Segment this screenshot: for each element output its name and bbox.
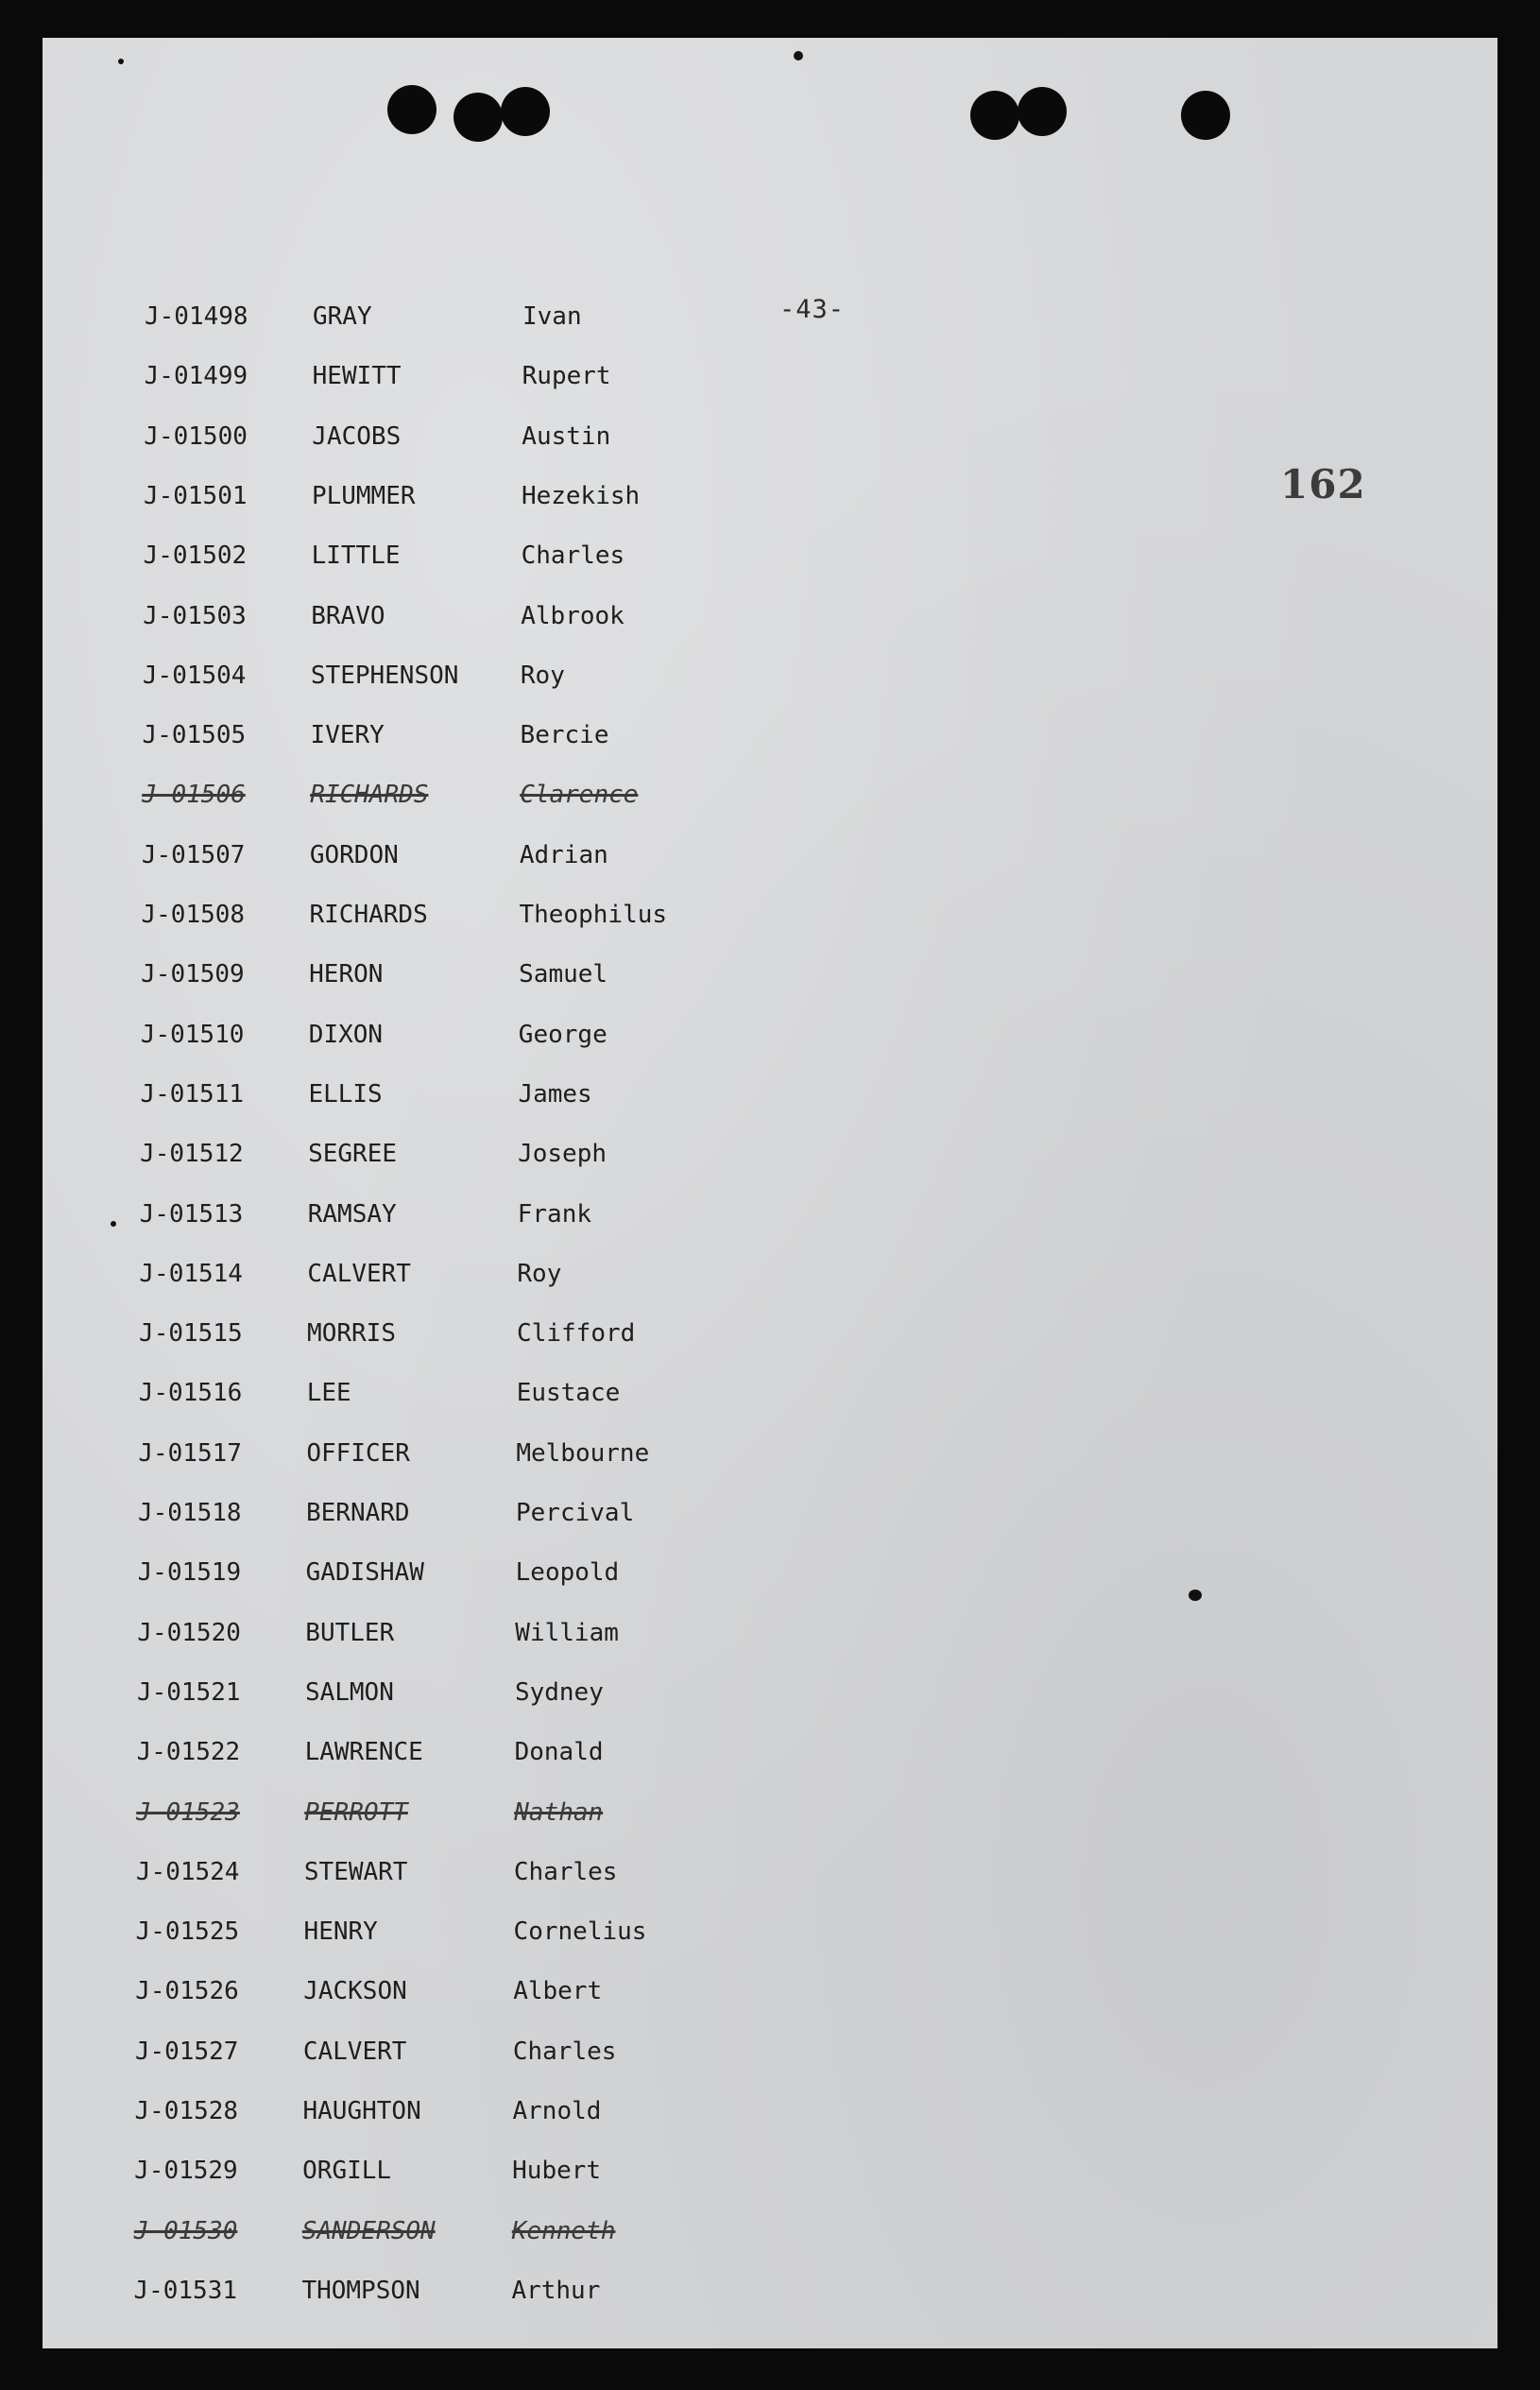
record-id: J-01514 — [139, 1259, 243, 1288]
record-surname: BUTLER — [305, 1618, 395, 1647]
record-given-name: Donald — [514, 1738, 604, 1767]
record-id: J-01519 — [137, 1558, 242, 1588]
record-id: J-01523 — [136, 1797, 240, 1827]
record-id: J-01508 — [141, 901, 246, 929]
record-given-name: Albrook — [521, 601, 625, 630]
record-surname: BERNARD — [306, 1499, 410, 1527]
record-given-name: Frank — [517, 1199, 592, 1229]
record-given-name: Nathan — [514, 1797, 604, 1827]
record-given-name: Samuel — [519, 960, 608, 989]
record-id: J-01516 — [138, 1379, 243, 1408]
record-surname: ORGILL — [302, 2157, 392, 2186]
record-given-name: Percival — [516, 1499, 635, 1527]
record-surname: ELLIS — [308, 1079, 383, 1109]
record-surname: PERROTT — [304, 1797, 408, 1827]
record-surname: OFFICER — [306, 1438, 410, 1468]
record-id: J-01529 — [134, 2157, 238, 2186]
record-surname: CALVERT — [307, 1259, 411, 1288]
record-given-name: Rupert — [522, 362, 611, 391]
record-surname: CALVERT — [302, 2037, 407, 2066]
record-given-name: Arnold — [512, 2097, 602, 2125]
record-given-name: Ivan — [522, 302, 582, 331]
record-surname: JACKSON — [303, 1977, 407, 2006]
document-page — [43, 38, 1497, 2348]
record-surname: SEGREE — [308, 1140, 398, 1169]
record-given-name: Adrian — [519, 840, 608, 869]
record-given-name: Eustace — [516, 1379, 621, 1408]
record-id: J-01498 — [145, 302, 248, 331]
record-id: J-01513 — [139, 1199, 244, 1229]
record-surname: MORRIS — [307, 1319, 396, 1349]
record-surname: LEE — [306, 1379, 351, 1408]
record-given-name: Kenneth — [511, 2216, 616, 2245]
record-given-name: Leopold — [515, 1558, 620, 1588]
stamp-number: 162 — [1280, 461, 1366, 507]
record-id: J-01501 — [143, 481, 248, 510]
record-given-name: Cornelius — [513, 1917, 647, 1947]
record-surname: HENRY — [303, 1917, 378, 1947]
record-given-name: Clifford — [517, 1319, 636, 1349]
record-id: J-01517 — [138, 1438, 242, 1468]
record-surname: SANDERSON — [301, 2216, 436, 2245]
record-id: J-01511 — [140, 1079, 245, 1109]
record-id: J-01526 — [135, 1977, 239, 2006]
record-id: J-01524 — [135, 1857, 240, 1886]
record-id: J-01527 — [134, 2037, 239, 2066]
record-id: J-01522 — [136, 1738, 241, 1767]
record-given-name: Charles — [512, 2037, 617, 2066]
record-surname: GORDON — [309, 840, 399, 869]
records-list — [43, 38, 1497, 2348]
record-given-name: Hubert — [512, 2157, 602, 2186]
record-given-name: Hezekish — [521, 481, 641, 510]
record-given-name: Charles — [513, 1857, 618, 1886]
record-surname: PLUMMER — [311, 481, 416, 510]
record-surname: IVERY — [310, 721, 385, 750]
record-surname: RICHARDS — [310, 781, 429, 810]
record-id: J-01510 — [140, 1020, 245, 1049]
record-surname: THOMPSON — [301, 2276, 420, 2305]
record-id: J-01520 — [137, 1618, 241, 1647]
record-given-name: Joseph — [518, 1140, 607, 1169]
record-id: J-01525 — [135, 1917, 240, 1947]
record-id: J-01499 — [144, 362, 248, 391]
record-given-name: Roy — [520, 661, 565, 690]
record-id: J-01502 — [143, 542, 248, 571]
record-surname: STEPHENSON — [310, 661, 459, 690]
record-surname: RICHARDS — [309, 901, 428, 929]
record-surname: LITTLE — [311, 542, 401, 571]
record-id: J-01521 — [136, 1677, 241, 1707]
record-surname: HEWITT — [312, 362, 402, 391]
record-given-name: Theophilus — [519, 901, 668, 929]
record-surname: HAUGHTON — [302, 2097, 421, 2125]
record-given-name: Bercie — [520, 721, 609, 750]
record-surname: DIXON — [308, 1020, 384, 1049]
record-given-name: George — [518, 1020, 607, 1049]
record-surname: HERON — [309, 960, 384, 989]
record-id: J-01530 — [133, 2216, 238, 2245]
record-id: J-01518 — [138, 1499, 242, 1527]
record-id: J-01531 — [133, 2276, 238, 2305]
record-given-name: Melbourne — [516, 1438, 650, 1468]
record-given-name: Albert — [513, 1977, 603, 2006]
record-id: J-01503 — [143, 601, 247, 630]
record-surname: RAMSAY — [307, 1199, 397, 1229]
record-surname: JACOBS — [312, 421, 402, 451]
record-id: J-01507 — [141, 840, 246, 869]
record-given-name: William — [515, 1618, 619, 1647]
record-id: J-01512 — [140, 1140, 244, 1169]
record-surname: GRAY — [313, 302, 372, 331]
record-given-name: Charles — [521, 542, 625, 571]
record-given-name: Austin — [522, 421, 611, 451]
record-given-name: Clarence — [520, 781, 639, 810]
record-surname: GADISHAW — [305, 1558, 424, 1588]
record-given-name: James — [518, 1079, 592, 1109]
record-id: J-01505 — [142, 721, 247, 750]
record-id: J-01504 — [142, 661, 247, 690]
record-given-name: Arthur — [511, 2276, 601, 2305]
record-id: J-01500 — [144, 421, 248, 451]
record-given-name: Roy — [517, 1259, 562, 1288]
record-id: J-01506 — [142, 781, 246, 810]
record-surname: STEWART — [303, 1857, 408, 1886]
record-surname: LAWRENCE — [304, 1738, 423, 1767]
page-number: -43- — [779, 295, 846, 324]
record-given-name: Sydney — [514, 1677, 604, 1707]
record-id: J-01509 — [141, 960, 245, 989]
record-id: J-01528 — [134, 2097, 239, 2125]
record-surname: SALMON — [304, 1677, 394, 1707]
record-id: J-01515 — [139, 1319, 243, 1349]
record-surname: BRAVO — [311, 601, 385, 630]
